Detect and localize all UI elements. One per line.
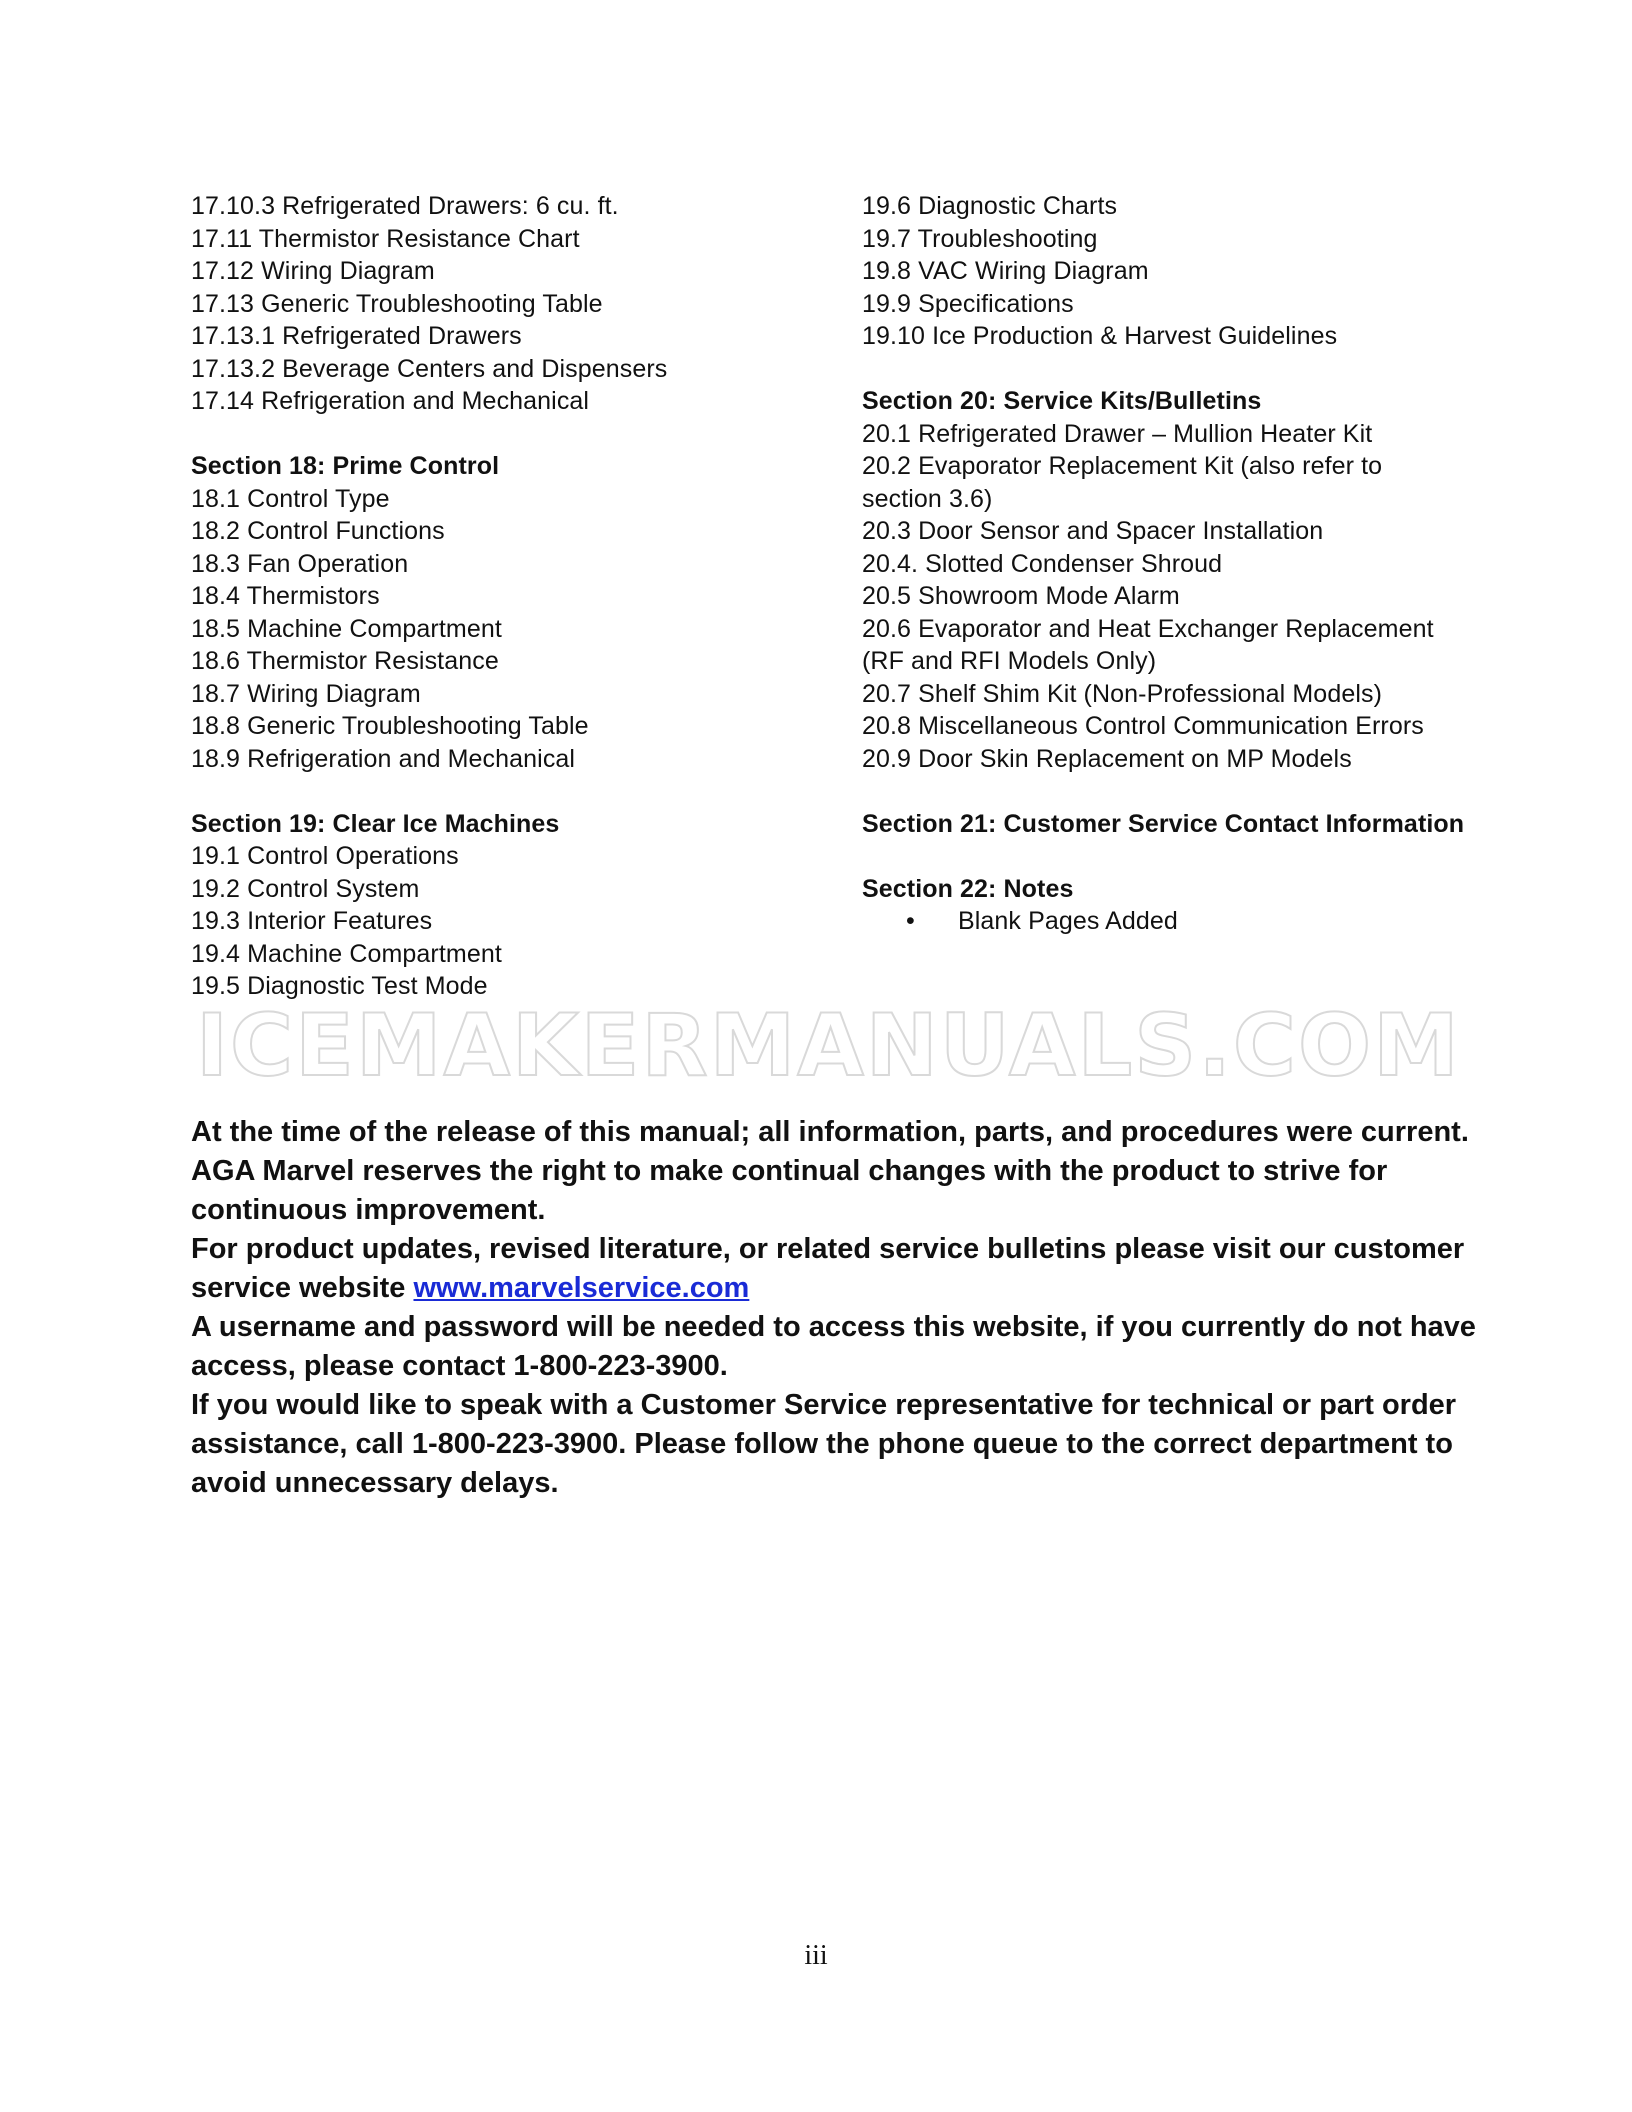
- toc-spacer: [191, 775, 831, 808]
- toc-left-column: [191, 190, 831, 1003]
- toc-entry: 19.5 Diagnostic Test Mode: [191, 972, 488, 1000]
- toc-section-heading: Section 19: Clear Ice Machines: [191, 809, 560, 838]
- toc-entry: 19.4 Machine Compartment: [191, 939, 502, 968]
- toc-entry: 18.3 Fan Operation: [191, 549, 409, 578]
- toc-spacer: [862, 775, 1482, 808]
- toc-entry: 20.6 Evaporator and Heat Exchanger Replacement: [862, 614, 1434, 643]
- toc-entry: 18.4 Thermistors: [191, 582, 380, 610]
- toc-entry: 17.13.2 Beverage Centers and Dispensers: [191, 354, 668, 383]
- marvelservice-link[interactable]: www.marvelservice.com: [413, 1272, 750, 1304]
- toc-entry: 20.7 Shelf Shim Kit (Non-Professional Models): [862, 679, 1383, 708]
- phone-notice-paragraph: If you would like to speak with a Customer Service representative for technical or part order assistance, call 1-800-223-3900. Please follow the phone queue to the correct department to avoid unnecessary delays.: [191, 1389, 1457, 1499]
- toc-entry: section 3.6): [862, 484, 993, 513]
- toc-entry: 19.9 Specifications: [862, 289, 1074, 318]
- toc-entry: 18.7 Wiring Diagram: [191, 679, 421, 708]
- toc-entry: (RF and RFI Models Only): [862, 647, 1157, 675]
- toc-entry: 17.10.3 Refrigerated Drawers: 6 cu. ft.: [191, 192, 619, 220]
- toc-spacer: [862, 840, 1482, 873]
- toc-right-column: [862, 190, 1482, 938]
- toc-entry: 20.9 Door Skin Replacement on MP Models: [862, 744, 1352, 773]
- bullet-icon: •: [906, 907, 915, 935]
- watermark: ICEMAKERMANUALS.COM: [196, 996, 1461, 1096]
- toc-entry: 19.7 Troubleshooting: [862, 224, 1098, 253]
- service-notice: [191, 1113, 1481, 1503]
- toc-entry: 18.2 Control Functions: [191, 517, 445, 545]
- toc-entry: 19.3 Interior Features: [191, 907, 433, 935]
- toc-entry: 17.11 Thermistor Resistance Chart: [191, 224, 580, 253]
- toc-entry: 17.12 Wiring Diagram: [191, 257, 435, 285]
- toc-bullet-item: [862, 905, 1482, 938]
- toc-entry: 20.3 Door Sensor and Spacer Installation: [862, 517, 1324, 545]
- toc-entry: 17.14 Refrigeration and Mechanical: [191, 387, 590, 415]
- toc-entry: 19.6 Diagnostic Charts: [862, 192, 1118, 220]
- release-notice-paragraph: At the time of the release of this manual; all information, parts, and procedures were current. AGA Marvel reserves the right to make continual changes with the product to strive for continuous improvement.: [191, 1116, 1469, 1226]
- toc-entry: 17.13 Generic Troubleshooting Table: [191, 289, 603, 318]
- toc-entry: 19.1 Control Operations: [191, 842, 459, 870]
- toc-entry: 18.9 Refrigeration and Mechanical: [191, 744, 576, 773]
- toc-entry: 20.2 Evaporator Replacement Kit (also refer to: [862, 452, 1383, 480]
- toc-entry: 20.5 Showroom Mode Alarm: [862, 582, 1180, 610]
- toc-entry: 19.2 Control System: [191, 874, 420, 903]
- toc-section-heading: Section 18: Prime Control: [191, 452, 500, 480]
- toc-spacer: [191, 418, 831, 451]
- toc-section-heading: Section 21: Customer Service Contact Information: [862, 809, 1465, 838]
- toc-entry: 17.13.1 Refrigerated Drawers: [191, 322, 522, 350]
- toc-spacer: [862, 353, 1482, 386]
- access-notice-paragraph: A username and password will be needed to access this website, if you currently do not have access, please contact 1-800-223-3900.: [191, 1311, 1476, 1382]
- website-notice-text: For product updates, revised literature, or related service bulletins please visit our customer service website: [191, 1233, 1465, 1304]
- toc-entry: 20.8 Miscellaneous Control Communication Errors: [862, 712, 1424, 740]
- toc-entry: 20.4. Slotted Condenser Shroud: [862, 549, 1223, 578]
- toc-section-heading: Section 20: Service Kits/Bulletins: [862, 387, 1262, 415]
- toc-entry: 19.8 VAC Wiring Diagram: [862, 257, 1149, 285]
- page-number: iii: [804, 1940, 828, 1971]
- toc-bullet-label: Blank Pages Added: [958, 907, 1178, 935]
- website-notice-paragraph: [191, 1230, 1481, 1308]
- toc-entry: 18.8 Generic Troubleshooting Table: [191, 712, 589, 740]
- toc-entry: 18.6 Thermistor Resistance: [191, 647, 499, 675]
- toc-entry: 20.1 Refrigerated Drawer – Mullion Heater Kit: [862, 419, 1373, 448]
- toc-entry: 18.5 Machine Compartment: [191, 614, 502, 643]
- toc-entry: 19.10 Ice Production & Harvest Guidelines: [862, 322, 1338, 350]
- toc-entry: 18.1 Control Type: [191, 484, 390, 513]
- toc-section-heading: Section 22: Notes: [862, 874, 1074, 903]
